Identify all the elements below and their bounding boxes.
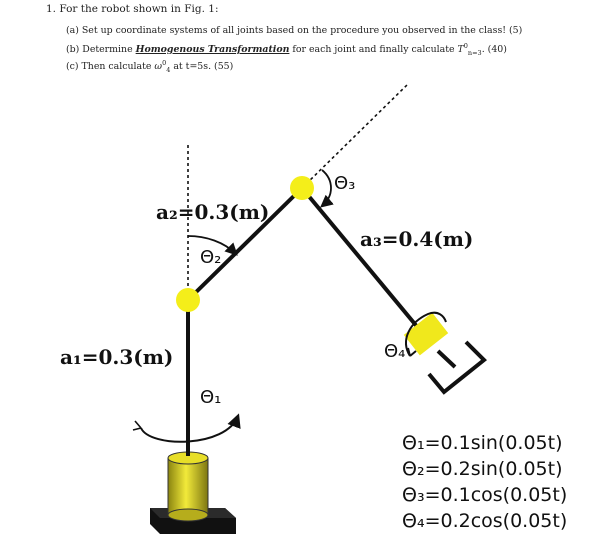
label-a2: a₂=0.3(m) (156, 200, 270, 224)
question-part-a: (a) Set up coordinate systems of all joints based on the procedure you observed in the class! (5) (66, 25, 523, 36)
base-rotation-arrow-tail (133, 421, 141, 430)
part-b-points: . (40) (481, 44, 507, 56)
label-a1: a₁=0.3(m) (60, 345, 174, 369)
part-b-emphasis: Homogenous Transformation (135, 44, 290, 56)
equation-theta3: Θ₃=0.1cos(0.05t) (402, 484, 568, 506)
part-c-sub: 4 (166, 66, 171, 74)
motion-equations (402, 432, 567, 532)
part-c-prefix: (c) Then calculate (66, 61, 152, 73)
part-c-sup: 0 (162, 59, 167, 67)
label-theta3: Θ₃ (334, 173, 356, 194)
part-b-sup: 0 (463, 42, 468, 50)
part-b-prefix: (b) Determine (66, 44, 133, 56)
label-a3: a₃=0.4(m) (360, 227, 474, 251)
question-title: 1. For the robot shown in Fig. 1: (46, 3, 219, 15)
equation-theta1: Θ₁=0.1sin(0.05t) (402, 432, 563, 454)
part-b-middle: for each joint and finally calculate (292, 44, 455, 56)
label-theta4: Θ₄ (384, 341, 406, 362)
label-theta2: Θ₂ (200, 247, 222, 268)
joint-3 (290, 176, 314, 200)
equation-theta2: Θ₂=0.2sin(0.05t) (402, 458, 563, 480)
part-c-symbol: ω (154, 61, 163, 73)
gripper (429, 342, 484, 392)
theta4-arrowhead (408, 348, 416, 356)
label-theta1: Θ₁ (200, 387, 222, 408)
part-c-suffix: at t=5s. (55) (173, 61, 234, 73)
part-b-symbol: T (457, 44, 464, 56)
equation-theta4: Θ₄=0.2cos(0.05t) (402, 510, 568, 532)
theta3-arc (322, 170, 331, 206)
part-b-sub: n=3 (467, 49, 482, 57)
base-cylinder (168, 452, 208, 521)
link-3 (302, 188, 424, 335)
joint-2 (176, 288, 200, 312)
